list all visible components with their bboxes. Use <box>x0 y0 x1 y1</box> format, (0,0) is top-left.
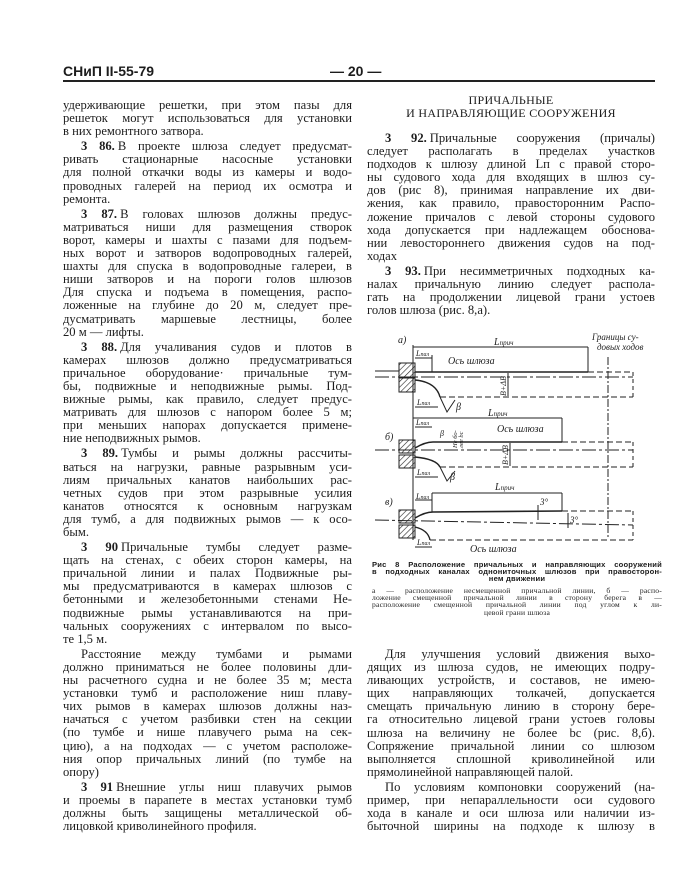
line-text: канатов относятся к основным нагрузкам <box>63 498 352 513</box>
line-text: камерах шлюзов должно предусматриваться <box>63 352 352 367</box>
line-text: для тумб, а для подвижных рымов — к осо- <box>63 511 352 526</box>
axis-label: Ось шлюза <box>448 356 495 367</box>
line-text: Внешние углы ниш плавучих рымов <box>116 779 352 794</box>
line-text: ливающих устройств, и составов, не имею- <box>367 673 655 688</box>
length-label: Lприч <box>494 337 514 348</box>
line-text: 20 м — лифты. <box>63 324 144 339</box>
line-text: матривать для шлюзов с напором более 5 м; <box>63 405 352 420</box>
clause-number: 3 91 <box>81 779 114 794</box>
line-text: подвижные рымы устанавливаются на при- <box>63 605 352 620</box>
clause-number: 3 87. <box>81 206 118 221</box>
lock-head-block <box>399 440 415 453</box>
clause-number: 3 92. <box>385 131 427 145</box>
length-label: Lприч <box>495 482 515 493</box>
line-text: подходов к шлюзу длиной Lп с правой сторо- <box>367 157 655 172</box>
panel-label-c: в) <box>385 497 393 508</box>
line-text: должны быть защищены металлической об- <box>63 805 352 820</box>
pal-label: Lпал <box>417 468 431 477</box>
line-text: дусматривать маршевые лестницы, более <box>63 311 352 326</box>
paragraph <box>367 648 655 779</box>
panel-label-b: б) <box>385 432 394 443</box>
line-text: мы предусматриваются в камерах шлюзов с <box>63 579 352 594</box>
line-text: Для учаливания судов и плотов в <box>120 339 352 354</box>
line-text: дящих из шлюза судов, не имеющих подру- <box>367 660 655 675</box>
line-text: лиям причальных канатов наибольших рас- <box>63 472 352 487</box>
line-text: шахты для спуска в водопроводные галереи, в <box>63 259 352 274</box>
angle-beta: β <box>440 429 444 438</box>
line-text: пример, при непараллельности оси судового <box>367 793 655 808</box>
running-header-code: СНиП II-55-79 <box>63 63 155 79</box>
line-text: решеток могут использоваться для установки <box>63 111 352 126</box>
right-column-bottom <box>367 646 655 833</box>
line-text: смещать причальную линию в сторону бере- <box>367 699 655 714</box>
caption-line: нем движении <box>488 574 546 584</box>
line-text: ривать стационарные насосные установки <box>63 152 352 167</box>
clause-number: 3 89. <box>81 446 119 461</box>
line-text: ных ворот и затворов водопроводных галерей, <box>63 246 352 261</box>
axis-label: Ось шлюза <box>470 544 517 555</box>
line-text: ложенные на глубине до 20 м, следует пре- <box>63 298 352 313</box>
boundary-label: довых ходов <box>597 342 644 352</box>
caption-line: Рис 8 Расположение причальных и направляющих сооружений <box>372 560 662 569</box>
line-text: опору) <box>63 764 99 779</box>
line-text: В головах шлюзов должны предус- <box>120 206 352 221</box>
clause-number: 3 90 <box>81 540 118 555</box>
line-text: При несимметричных подходных ка- <box>423 263 655 278</box>
caption-line: цевой грани шлюза <box>483 607 551 617</box>
pal-label: Lпал <box>416 492 430 501</box>
line-text: Для спуска и подъема в помещения, распо- <box>63 285 352 300</box>
line-text: проводных галерей на период их осмотра и <box>63 178 352 193</box>
line-text: налах причальную линию следует распола- <box>367 277 655 292</box>
line-text: ны судового хода для входящих в шлюз су- <box>367 170 655 185</box>
line-text: Расстояние между тумбами и рымами <box>81 646 352 661</box>
boundary-label: Границы су- <box>592 332 639 342</box>
page-number: — 20 — <box>330 63 382 79</box>
line-text: ние неподвижных рымов. <box>63 431 201 446</box>
line-text: нии левостороннего движения судов на под- <box>367 235 655 250</box>
line-text: хода допускается при надлежащем обоснова- <box>367 222 655 237</box>
line-text: и проемы в парапете в местах установки тумб <box>63 792 352 807</box>
line-text: Сопряжение причальной линии со шлюзом <box>367 738 655 753</box>
figure-caption-description <box>372 587 662 616</box>
line-text: В проекте шлюза следует предусмат- <box>117 139 352 154</box>
line-text: ниши затворов и на пороги голов шлюзов <box>63 272 352 287</box>
line-text: ния опор причальных линий (по тумбе на <box>63 751 352 766</box>
line-text: голов шлюза (рис. 8,а). <box>367 303 491 318</box>
line-text: ремонта. <box>63 191 111 206</box>
angle-3deg: 3° <box>570 515 579 525</box>
line-text: установки тумб и расположение ниш плаву- <box>63 686 352 701</box>
line-text: ложение причалов с левой стороны судового <box>367 209 655 224</box>
line-text: чальных сооружениях с интервалом по высо- <box>63 618 352 633</box>
line-text: Для улучшения условий движения выхо- <box>385 647 655 661</box>
line-text: ваться на нагрузки, равные разрывным уси- <box>63 459 352 474</box>
line-text: бы, подвижные и неподвижные рымы. Под- <box>63 378 352 393</box>
not-more-label: Не бо- <box>452 430 459 448</box>
line-text: причальное оборудование· причальные тум- <box>63 365 352 380</box>
panel-label-a: а) <box>398 335 407 346</box>
lock-head-block <box>399 525 415 538</box>
pal-label: Lпал <box>417 538 431 547</box>
not-more-label: лее bс <box>458 431 465 448</box>
text-line <box>367 766 655 779</box>
clause-number: 3 86. <box>81 139 115 154</box>
line-text: должно приниматься не более половины дли- <box>63 659 352 674</box>
text-line <box>367 820 655 833</box>
line-text: гать на продолжении лицевой грани устоев <box>367 290 655 305</box>
line-text: удерживающие решетки, при этом пазы для <box>63 98 352 112</box>
line-text: чих рымов в камерах шлюзов должны наз- <box>63 699 352 714</box>
line-text: шлюза на величину не более bс (рис. 8,б). <box>367 725 655 740</box>
line-text: щать на стенах, с обеих сторон камеры, на <box>63 553 352 568</box>
paragraph <box>367 781 655 833</box>
line-text: Причальные тумбы следует разме- <box>121 540 352 555</box>
caption-line: а — расположение несмещенной причальной линии, б — распо- <box>372 586 662 595</box>
line-text: лицовкой криволинейного профиля. <box>63 819 257 834</box>
line-text: щих направляющих толкачей, допускается <box>367 686 655 701</box>
line-text: матриваться ниши для размещения створок <box>63 219 352 234</box>
line-text: выполняется сплошной криволинейной или <box>367 751 655 766</box>
width-label: B+ΔB <box>501 445 510 465</box>
line-text: те 1,5 м. <box>63 631 108 646</box>
pal-label: Lпал <box>416 349 430 358</box>
line-text: начаться с учетом разбивки стен на секции <box>63 712 352 727</box>
line-text: жения, как правило, правосторонним Распо- <box>367 196 655 211</box>
clause-number: 3 88. <box>81 339 118 354</box>
line-text: га относительно лицевой грани устоев головы <box>367 712 655 727</box>
angle-3deg: 3° <box>540 497 549 507</box>
line-text: цию), а на подходах — с учетом расположе- <box>63 738 352 753</box>
line-text: для полной откачки воды из камеры и водо- <box>63 165 352 180</box>
line-text: при меньших напорах допускается примене- <box>63 418 352 433</box>
angle-beta: β <box>450 472 455 483</box>
line-text: По условиям компоновки сооружений (на- <box>385 779 655 794</box>
line-text: ны расчетного судна и не более 35 м; места <box>63 673 352 688</box>
width-label: B+ΔB <box>499 376 508 396</box>
pal-label: Lпал <box>417 398 431 407</box>
line-text: бым. <box>63 525 89 539</box>
lock-head-block <box>399 455 415 468</box>
section-heading-line: ПРИЧАЛЬНЫЕ <box>468 93 554 107</box>
line-text: ходах <box>367 248 398 263</box>
line-text: хода в канале и оси шлюза или наличии из- <box>367 806 655 821</box>
clause-number: 3 93. <box>385 263 421 278</box>
line-text: (по тумбе и нише плавучего рыма на сек- <box>63 725 352 740</box>
line-text: вижные рымы, как правило, следует предус- <box>63 392 352 407</box>
caption-line: ложение смещенной причальной линии в сторону берега в — <box>372 593 662 603</box>
line-text: бетонными и железобетонными стенами Не- <box>63 592 352 607</box>
line-text: быточной ширины на подходе к шлюзу в <box>367 819 655 834</box>
line-text: причальной линии и палах Подвижные ры- <box>63 566 352 581</box>
caption-line: расположение смещенной причальной линии под углом к ли- <box>372 600 662 610</box>
line-text: четных судов при этом разрывные усилия <box>63 485 352 500</box>
line-text: дов (рис 8), принимая направление их дви- <box>367 183 655 198</box>
figure-caption-title <box>372 561 662 583</box>
line-text: прямолинейной направляющей палой. <box>367 764 574 779</box>
line-text: ворот, камеры и шахты с пазами для подъем- <box>63 232 352 247</box>
length-label: Lприч <box>488 408 508 419</box>
line-text: Тумбы и рымы должны рассчиты- <box>121 446 352 461</box>
line-text: следует располагать в пределах участков <box>367 144 655 159</box>
angle-beta: β <box>456 402 461 413</box>
line-text: Причальные сооружения (причалы) <box>429 131 655 145</box>
line-text: в них ремонтного затвора. <box>63 124 204 139</box>
pal-label: Lпал <box>416 418 430 427</box>
caption-line: в подходных каналах однониточных шлюзов при правосторон- <box>372 567 662 577</box>
section-heading-line: И НАПРАВЛЯЮЩИЕ СООРУЖЕНИЯ <box>406 106 616 120</box>
axis-label: Ось шлюза <box>497 424 544 435</box>
